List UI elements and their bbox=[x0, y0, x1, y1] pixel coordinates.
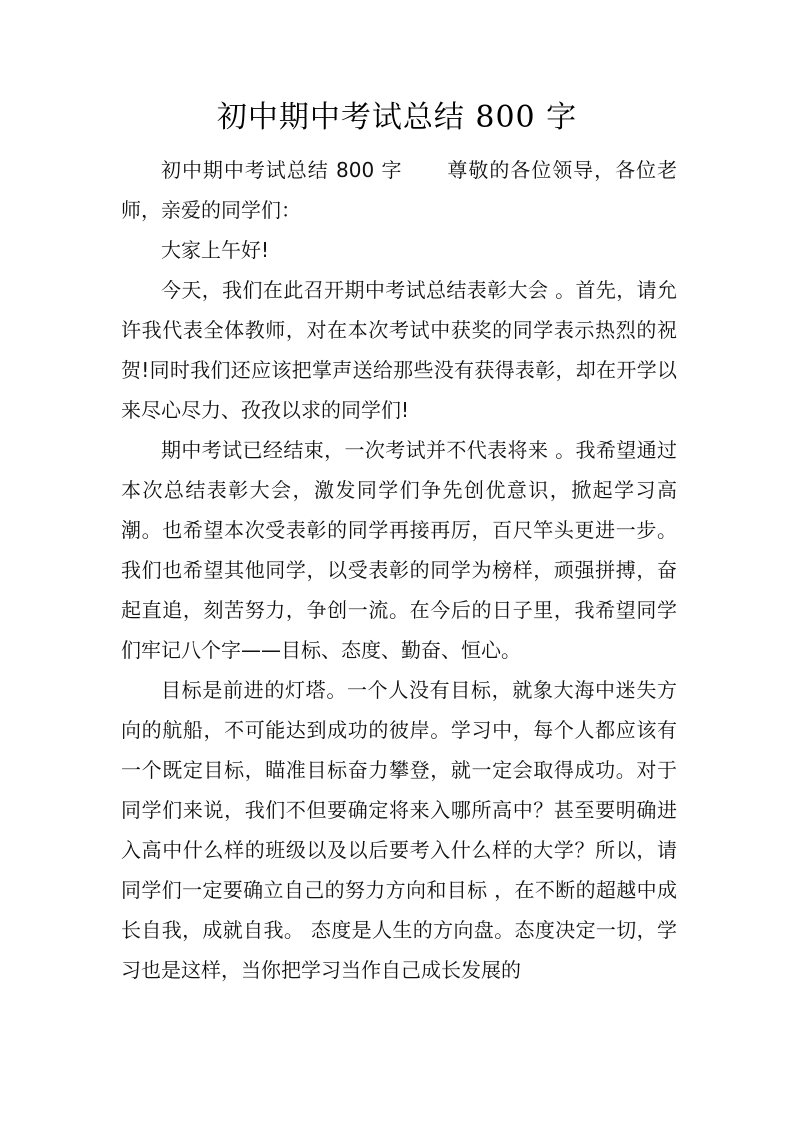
intro-greeting: 尊敬的各位领导，各位老师，亲爱的同学们： bbox=[121, 158, 678, 222]
greeting-paragraph: 大家上午好! bbox=[161, 238, 270, 262]
opening-paragraph: 今天，我们在此召开期中考试总结表彰大会 。首先，请允许我代表全体教师，对在本次考试中获奖的同学表示热烈的祝贺!同时我们还应该把掌声送给那些没有获得表彰，却在开学以来尽心尽力、孜孜以求的同学们! bbox=[121, 278, 677, 422]
goal-paragraph: 目标是前进的灯塔。一个人没有目标，就象大海中迷失方向的航船，不可能达到成功的彼岸。学习中，每个人都应该有一个既定目标，瞄准目标奋力攀登，就一定会取得成功。对于同学们来说，我们不但要确定将来入哪所高中？甚至要明确进入高中什么样的班级以及以后要考入什么样的大学？所以，请同学们一定要确立自己的努力方向和目标 ，在不断的超越中成长自我，成就自我。 态度是人生的方向盘。态度决定一切，学习也是这样，当你把学习当作自己成长发展的 bbox=[121, 678, 677, 982]
document-title: 初中期中考试总结 800 字 bbox=[216, 100, 578, 135]
exam-summary-paragraph: 期中考试已经结束，一次考试并不代表将来 。我希望通过本次总结表彰大会，激发同学们争先创优意识，掀起学习高潮。也希望本次受表彰的同学再接再厉，百尺竿头更进一步。 我们也希望其他同学，以受表彰的同学为榜样，顽强拼搏，奋起直追，刻苦努力，争创一流。在今后的日子里，我希望同学们牢记八个字——目标、态度、勤奋、恒心。 bbox=[121, 438, 677, 662]
document-body bbox=[121, 150, 677, 990]
intro-paragraph bbox=[121, 150, 677, 230]
intro-heading: 初中期中考试总结 800 字 bbox=[161, 158, 403, 182]
